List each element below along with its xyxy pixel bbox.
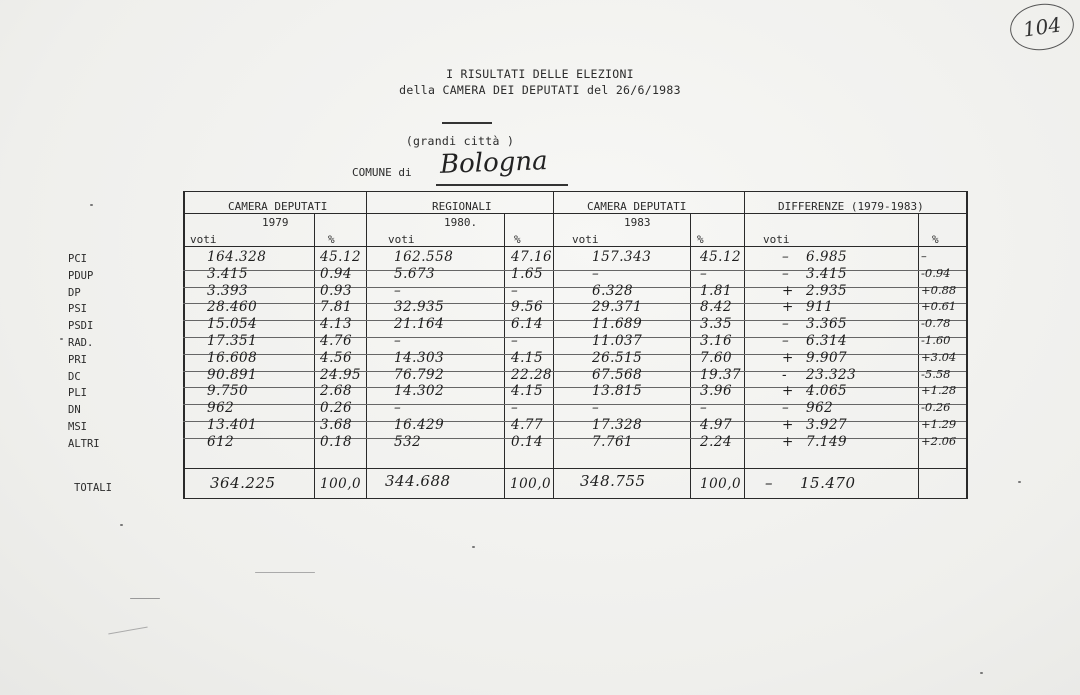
row-rule (183, 303, 966, 304)
votes-1979: 13.401 (207, 417, 258, 433)
diff-sign: – (782, 400, 790, 417)
header-differenze: DIFFERENZE (1979-1983) (778, 200, 924, 213)
header-year-1979: 1979 (262, 216, 289, 229)
column-separator (314, 213, 315, 498)
pct-1980: 47.16 (511, 249, 553, 265)
party-label: PRI (68, 353, 87, 366)
pct-1983: 1.81 (700, 282, 733, 299)
party-label: PSDI (68, 320, 94, 333)
pct-1979: 4.76 (320, 333, 353, 349)
title-line-2: della CAMERA DEI DEPUTATI del 26/6/1983 (399, 83, 681, 97)
diff-pct: -0.26 (921, 400, 951, 415)
subheader-pct: % (514, 233, 521, 246)
diff-sign: – (782, 333, 790, 349)
subtitle: (grandi città ) (405, 134, 515, 148)
party-label: RAD. (68, 337, 94, 349)
votes-1983: 29.371 (592, 299, 643, 316)
header-camera-1983: CAMERA DEPUTATI (587, 200, 687, 213)
diff-votes: 3.415 (806, 265, 848, 282)
votes-1979: 3.415 (207, 265, 249, 282)
diff-votes: 9.907 (806, 349, 848, 366)
row-rule (183, 270, 966, 271)
pct-1979: 0.93 (320, 282, 353, 299)
comune-label: COMUNE di (352, 166, 412, 179)
votes-1980: – (394, 400, 402, 417)
total-pct-1979: 100,0 (320, 476, 362, 492)
diff-votes: 6.314 (806, 333, 848, 349)
votes-1979: 962 (207, 400, 235, 417)
pct-1979: 24.95 (320, 366, 362, 383)
votes-1980: 14.302 (394, 383, 445, 400)
archive-stamp: 104 (1007, 0, 1077, 54)
diff-sign: + (782, 282, 794, 299)
pct-1979: 0.18 (320, 433, 353, 450)
votes-1980: 16.429 (394, 417, 445, 433)
header-year-1983: 1983 (624, 216, 651, 229)
diff-votes: 6.985 (806, 249, 848, 265)
pct-1980: – (511, 282, 519, 299)
pct-1980: – (511, 333, 519, 349)
votes-1983: – (592, 265, 600, 282)
pct-1980: 4.15 (511, 349, 544, 366)
pct-1983: 3.35 (700, 316, 733, 333)
diff-pct: +3.04 (921, 349, 957, 364)
row-rule (183, 387, 966, 388)
paper-speck (472, 546, 475, 548)
table-rule (183, 213, 968, 214)
paper-speck (980, 672, 983, 674)
diff-votes: 962 (806, 400, 834, 417)
paper-mark (255, 572, 315, 573)
pct-1979: 4.56 (320, 349, 353, 366)
votes-1979: 16.608 (207, 349, 258, 366)
pct-1980: 4.15 (511, 383, 544, 400)
paper-mark (130, 598, 160, 599)
total-diff-sign: – (765, 474, 773, 492)
votes-1980: 76.792 (394, 366, 445, 383)
header-camera-1979: CAMERA DEPUTATI (228, 200, 328, 213)
diff-pct: +2.06 (921, 433, 957, 448)
pct-1983: 8.42 (700, 299, 733, 316)
table-border-bottom (183, 498, 968, 499)
pct-1983: 7.60 (700, 349, 733, 366)
pct-1979: 3.68 (320, 417, 353, 433)
row-rule (183, 287, 966, 288)
pct-1980: 1.65 (511, 265, 544, 282)
pct-1980: 6.14 (511, 316, 544, 333)
diff-sign: + (782, 433, 794, 450)
diff-votes: 23.323 (806, 366, 857, 383)
pct-1983: 4.97 (700, 417, 733, 433)
diff-pct: – (921, 249, 927, 263)
total-votes-1980: 344.688 (385, 472, 451, 490)
paper-speck (60, 338, 63, 340)
party-label: DP (68, 286, 81, 299)
column-separator (918, 213, 919, 498)
votes-1980: – (394, 333, 402, 349)
party-label: DN (68, 404, 81, 417)
row-rule (183, 337, 966, 338)
pct-1980: 4.77 (511, 417, 544, 433)
pct-1979: 0.26 (320, 400, 353, 417)
diff-pct: -0.94 (921, 265, 951, 280)
table-border-top (183, 191, 968, 192)
votes-1979: 3.393 (207, 282, 249, 299)
table-border-right (966, 191, 968, 498)
diff-sign: – (782, 265, 790, 282)
votes-1979: 612 (207, 433, 235, 450)
pct-1979: 4.13 (320, 316, 353, 333)
total-pct-1983: 100,0 (700, 476, 742, 492)
pct-1979: 2.68 (320, 383, 353, 400)
votes-1979: 9.750 (207, 383, 249, 400)
city-underline (436, 184, 568, 186)
diff-sign: – (782, 249, 790, 265)
diff-pct: -5.58 (921, 366, 951, 381)
votes-1983: – (592, 400, 600, 417)
paper-speck (120, 524, 123, 526)
votes-1983: 6.328 (592, 282, 634, 299)
diff-votes: 2.935 (806, 282, 848, 299)
votes-1983: 17.328 (592, 417, 643, 433)
party-label: PLI (68, 387, 87, 400)
pct-1980: 0.14 (511, 433, 544, 450)
votes-1980: 5.673 (394, 265, 436, 282)
votes-1983: 11.037 (592, 333, 643, 349)
subheader-voti: voti (388, 233, 415, 246)
diff-votes: 7.149 (806, 433, 848, 450)
diff-votes: 4.065 (806, 383, 848, 400)
votes-1979: 28.460 (207, 299, 258, 316)
paper-speck (90, 204, 93, 206)
diff-sign: + (782, 349, 794, 366)
paper-speck (1018, 481, 1021, 483)
diff-pct: +0.61 (921, 299, 957, 314)
diff-votes: 3.927 (806, 417, 848, 433)
pct-1983: 19.37 (700, 366, 742, 383)
party-label: PCI (68, 253, 87, 265)
column-separator (504, 213, 505, 498)
subheader-pct: % (697, 233, 704, 246)
votes-1979: 164.328 (207, 249, 267, 265)
pct-1980: – (511, 400, 519, 417)
row-rule (183, 354, 966, 355)
subheader-pct: % (932, 233, 939, 246)
votes-1980: – (394, 282, 402, 299)
pct-1983: 3.16 (700, 333, 733, 349)
party-label: PDUP (68, 269, 94, 282)
table-border-left (183, 191, 185, 498)
total-diff-votes: 15.470 (800, 474, 856, 492)
votes-1983: 67.568 (592, 366, 643, 383)
pct-1979: 45.12 (320, 249, 362, 265)
votes-1980: 162.558 (394, 249, 454, 265)
pct-1983: 3.96 (700, 383, 733, 400)
subheader-voti: voti (190, 233, 217, 246)
subheader-pct: % (328, 233, 335, 246)
votes-1983: 157.343 (592, 249, 652, 265)
votes-1979: 17.351 (207, 333, 258, 349)
votes-1980: 21.164 (394, 316, 445, 333)
diff-sign: + (782, 383, 794, 400)
pct-1983: – (700, 400, 708, 417)
pct-1979: 7.81 (320, 299, 353, 316)
diff-sign: + (782, 417, 794, 433)
votes-1979: 90.891 (207, 366, 258, 383)
row-rule (183, 404, 966, 405)
diff-pct: +1.29 (921, 417, 957, 431)
table-rule (183, 468, 968, 469)
table-rule (183, 246, 968, 247)
party-label: MSI (68, 421, 87, 433)
party-label: DC (68, 370, 81, 383)
total-pct-1980: 100,0 (510, 476, 552, 492)
subheader-voti: voti (763, 233, 790, 246)
pct-1983: 2.24 (700, 433, 733, 450)
title-line-1: I RISULTATI DELLE ELEZIONI (446, 67, 634, 81)
votes-1983: 11.689 (592, 316, 643, 333)
row-rule (183, 438, 966, 439)
votes-1979: 15.054 (207, 316, 258, 333)
votes-1980: 32.935 (394, 299, 445, 316)
votes-1980: 14.303 (394, 349, 445, 366)
pct-1979: 0.94 (320, 265, 353, 282)
total-votes-1979: 364.225 (210, 474, 276, 492)
diff-pct: +1.28 (921, 383, 957, 398)
votes-1983: 7.761 (592, 433, 634, 450)
pct-1980: 22.28 (511, 366, 553, 383)
title-divider (442, 122, 492, 124)
diff-sign: - (782, 366, 788, 383)
pct-1980: 9.56 (511, 299, 544, 316)
city-name: Bologna (439, 146, 549, 180)
diff-sign: – (782, 316, 790, 333)
row-rule (183, 421, 966, 422)
diff-pct: -1.60 (921, 333, 951, 347)
row-rule (183, 320, 966, 321)
pct-1983: 45.12 (700, 249, 742, 265)
votes-1983: 26.515 (592, 349, 643, 366)
group-separator (744, 191, 745, 498)
total-votes-1983: 348.755 (580, 472, 646, 490)
pct-1983: – (700, 265, 708, 282)
party-label: PSI (68, 303, 87, 316)
diff-votes: 3.365 (806, 316, 848, 333)
diff-votes: 911 (806, 299, 834, 316)
votes-1980: 532 (394, 433, 422, 450)
subheader-voti: voti (572, 233, 599, 246)
diff-pct: +0.88 (921, 282, 957, 297)
group-separator (366, 191, 367, 498)
paper-mark (108, 627, 148, 635)
group-separator (553, 191, 554, 498)
party-label: ALTRI (68, 437, 100, 450)
diff-sign: + (782, 299, 794, 316)
votes-1983: 13.815 (592, 383, 643, 400)
totals-label: TOTALI (74, 482, 112, 494)
column-separator (690, 213, 691, 498)
header-regionali: REGIONALI (432, 200, 492, 213)
diff-pct: -0.78 (921, 316, 951, 331)
header-year-1980: 1980. (444, 216, 478, 229)
